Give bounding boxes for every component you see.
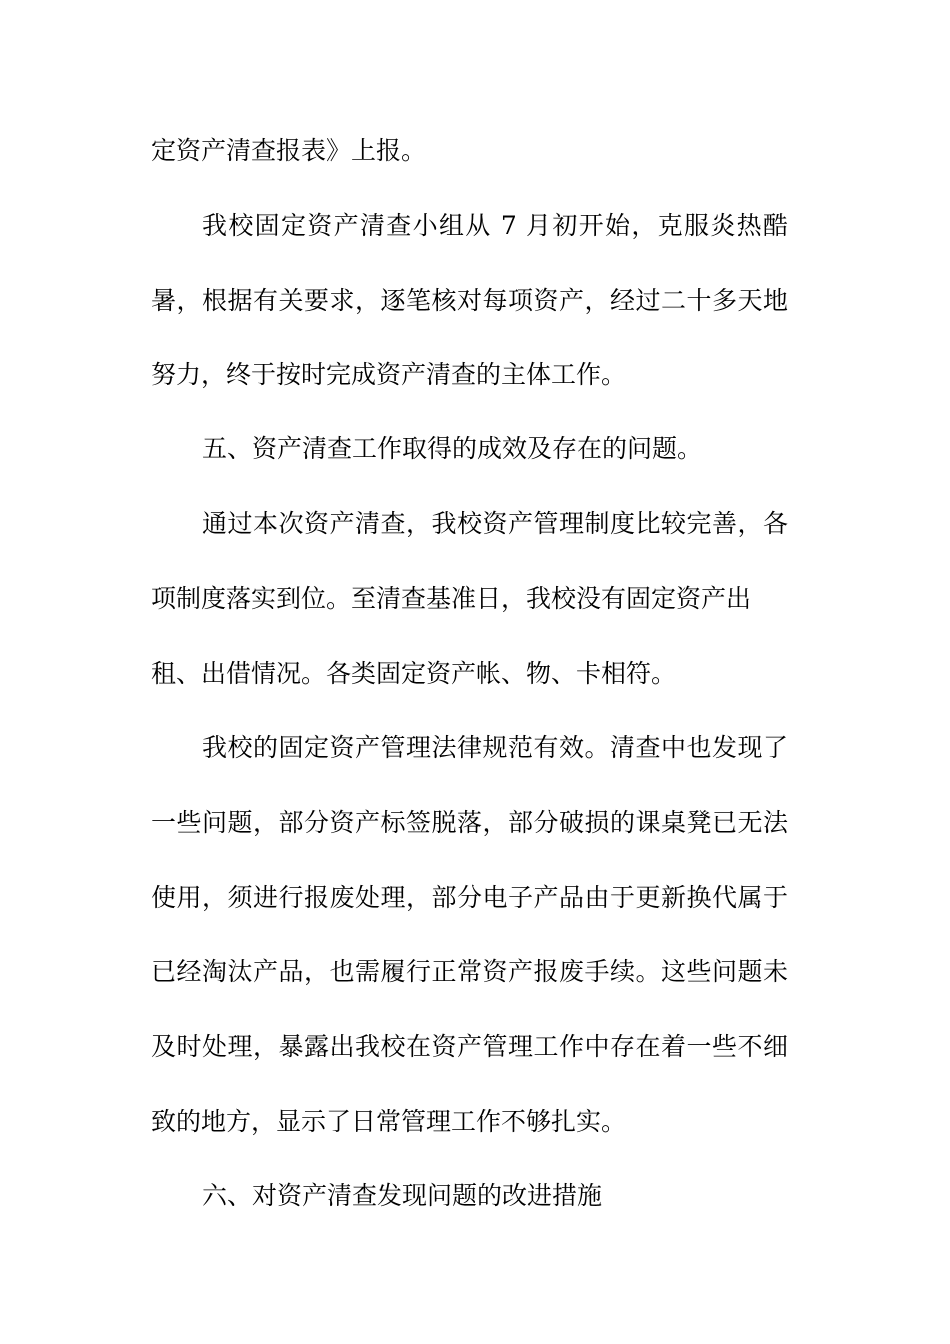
- text-line: 项制度落实到位。至清查基准日，我校没有固定资产出: [151, 584, 752, 613]
- text-line: 致的地方，显示了日常管理工作不够扎实。: [151, 1107, 627, 1136]
- text-line: 暑，根据有关要求，逐笔核对每项资产，经过二十多天地: [151, 286, 788, 315]
- paragraph-first-line: 我校固定资产清查小组从 7 月初开始，克服炎热酷: [202, 211, 788, 240]
- text-line: 使用，须进行报废处理，部分电子产品由于更新换代属于: [151, 883, 788, 912]
- text-line: 及时处理，暴露出我校在资产管理工作中存在着一些不细: [151, 1032, 788, 1061]
- section-heading: 六、对资产清查发现问题的改进措施: [202, 1181, 603, 1210]
- paragraph-first-line: 我校的固定资产管理法律规范有效。清查中也发现了: [202, 733, 788, 762]
- text-line: 租、出借情况。各类固定资产帐、物、卡相符。: [151, 659, 677, 688]
- section-heading: 五、资产清查工作取得的成效及存在的问题。: [202, 434, 703, 463]
- text-line: 已经淘汰产品，也需履行正常资产报废手续。这些问题未: [151, 957, 788, 986]
- text-line: 一些问题，部分资产标签脱落，部分破损的课桌凳已无法: [151, 808, 788, 837]
- text-line: 定资产清查报表》上报。: [151, 136, 427, 165]
- paragraph-first-line: 通过本次资产清查，我校资产管理制度比较完善，各: [202, 509, 788, 538]
- text-line: 努力，终于按时完成资产清查的主体工作。: [151, 360, 627, 389]
